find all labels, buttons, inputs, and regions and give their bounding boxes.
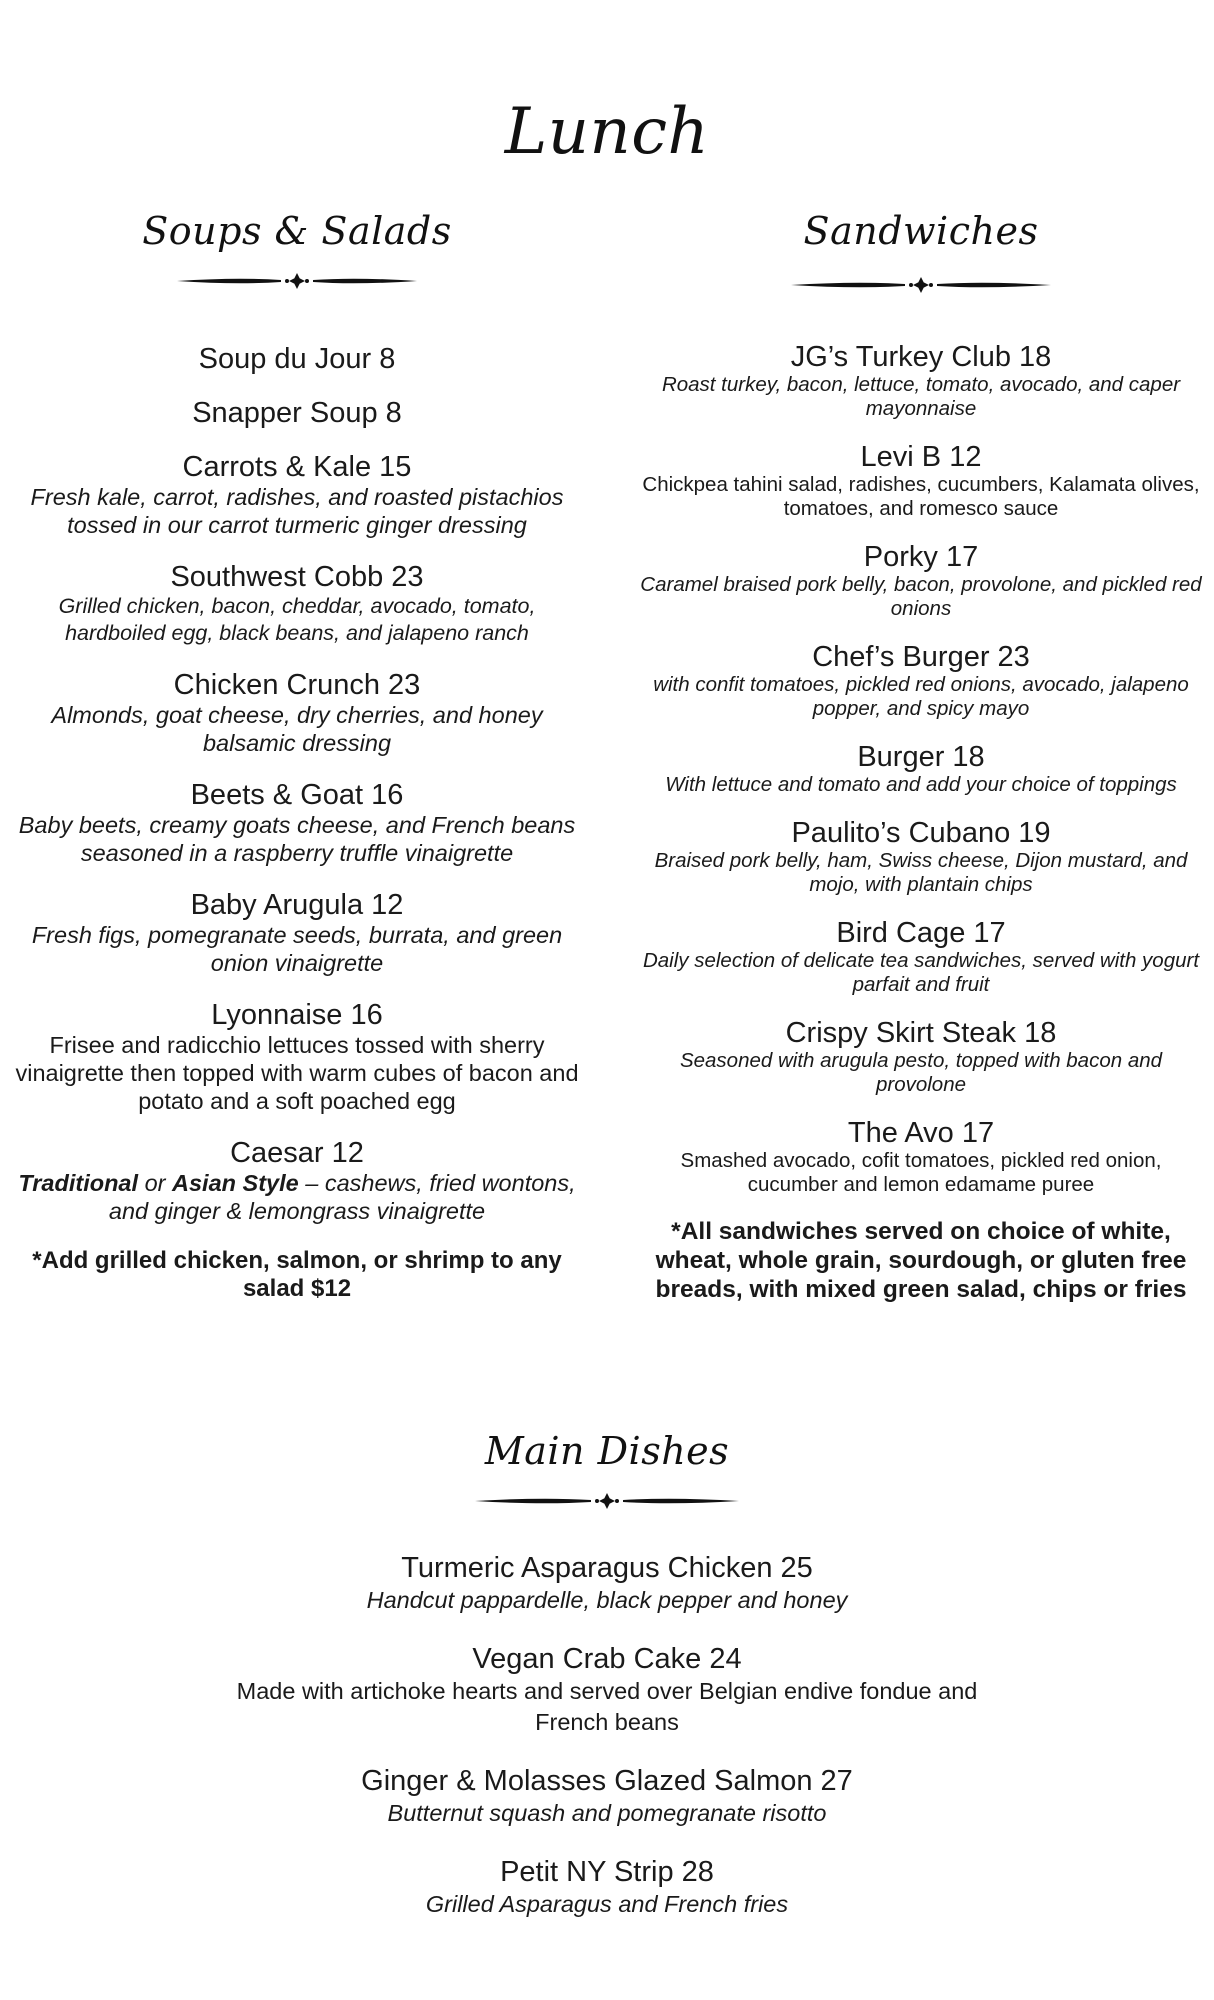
item-description: Grilled chicken, bacon, cheddar, avocado, tomato, hardboiled egg, black beans, and jalapeno ranch — [58, 594, 536, 645]
menu-item — [640, 1017, 1202, 1097]
item-description: Smashed avocado, cofit tomatoes, pickled red onion, cucumber and lemon edamame puree — [680, 1149, 1162, 1196]
item-name: Beets & Goat 16 — [190, 779, 404, 811]
menu-item — [12, 779, 582, 867]
item-description: Seasoned with arugula pesto, topped with bacon and provolone — [679, 1049, 1163, 1096]
item-name: Chef’s Burger 23 — [812, 641, 1030, 673]
item-name: Chicken Crunch 23 — [173, 669, 421, 701]
menu-item — [640, 917, 1202, 997]
soups-salads-section — [12, 205, 582, 1303]
ornament-divider-icon — [177, 271, 417, 291]
menu-item — [640, 741, 1202, 797]
item-name: Levi B 12 — [860, 441, 982, 473]
menu-item — [0, 1642, 1214, 1738]
ornament-divider-icon — [475, 1491, 739, 1511]
menu-item — [640, 441, 1202, 521]
item-name: Southwest Cobb 23 — [170, 561, 424, 593]
item-name: Burger 18 — [857, 741, 985, 773]
item-name: Caesar 12 — [230, 1137, 364, 1169]
menu-item — [12, 451, 582, 539]
menu-item — [12, 669, 582, 757]
item-name: Crispy Skirt Steak 18 — [785, 1017, 1057, 1049]
item-description: Caramel braised pork belly, bacon, provolone, and pickled red onions — [640, 573, 1202, 620]
item-name: Vegan Crab Cake 24 — [472, 1643, 742, 1675]
item-description: Almonds, goat cheese, dry cherries, and honey balsamic dressing — [51, 702, 543, 756]
item-description: Daily selection of delicate tea sandwiches, served with yogurt parfait and fruit — [642, 949, 1200, 996]
menu-item — [12, 561, 582, 647]
caesar-desc-rest: – cashews, fried wontons, and ginger & lemongrass vinaigrette — [108, 1170, 576, 1224]
item-name: Paulito’s Cubano 19 — [791, 817, 1051, 849]
item-description: Fresh figs, pomegranate seeds, burrata, and green onion vinaigrette — [31, 922, 563, 976]
main-dishes-section — [0, 1425, 1214, 1946]
salad-addon-note: *Add grilled chicken, salmon, or shrimp to any salad $12 — [32, 1247, 562, 1302]
caesar-option-traditional: Traditional — [18, 1170, 139, 1196]
menu-item — [12, 343, 582, 375]
section-heading: Main Dishes — [484, 1429, 730, 1473]
item-name: Petit NY Strip 28 — [500, 1856, 714, 1888]
item-name: Carrots & Kale 15 — [182, 451, 412, 483]
item-name: Snapper Soup 8 — [192, 397, 402, 429]
menu-item — [12, 397, 582, 429]
item-description: Baby beets, creamy goats cheese, and French beans seasoned in a raspberry truffle vinaigrette — [18, 812, 576, 866]
item-description: With lettuce and tomato and add your choice of toppings — [665, 773, 1177, 796]
sandwich-bread-note: *All sandwiches served on choice of white, wheat, whole grain, sourdough, or gluten free breads, with mixed green salad, chips or fries — [655, 1218, 1187, 1303]
item-name: Porky 17 — [863, 541, 979, 573]
sandwiches-section — [640, 205, 1202, 1304]
menu-item — [0, 1855, 1214, 1920]
menu-item — [0, 1764, 1214, 1829]
item-description: Frisee and radicchio lettuces tossed with sherry vinaigrette then topped with warm cubes of bacon and potato and a soft poached egg — [15, 1032, 579, 1114]
menu-item — [640, 341, 1202, 421]
item-description: Made with artichoke hearts and served over Belgian endive fondue and French beans — [236, 1678, 978, 1735]
caesar-or: or — [138, 1170, 173, 1196]
item-name: Baby Arugula 12 — [190, 889, 404, 921]
menu-item — [0, 1551, 1214, 1616]
section-heading: Soups & Salads — [142, 209, 452, 253]
menu-item — [12, 1137, 582, 1225]
item-description: Chickpea tahini salad, radishes, cucumbers, Kalamata olives, tomatoes, and romesco sauce — [642, 473, 1200, 520]
ornament-divider-icon — [791, 275, 1051, 295]
item-name: Bird Cage 17 — [836, 917, 1006, 949]
item-description: Grilled Asparagus and French fries — [425, 1891, 789, 1917]
item-description: Butternut squash and pomegranate risotto — [387, 1800, 827, 1826]
menu-item — [12, 999, 582, 1115]
item-name: JG’s Turkey Club 18 — [790, 341, 1052, 373]
item-description: Roast turkey, bacon, lettuce, tomato, avocado, and caper mayonnaise — [661, 373, 1181, 420]
item-name: Lyonnaise 16 — [211, 999, 383, 1031]
item-description: Braised pork belly, ham, Swiss cheese, Dijon mustard, and mojo, with plantain chips — [654, 849, 1188, 896]
item-description: with confit tomatoes, pickled red onions, avocado, jalapeno popper, and spicy mayo — [653, 673, 1189, 720]
menu-item — [640, 641, 1202, 721]
item-description: Fresh kale, carrot, radishes, and roasted pistachios tossed in our carrot turmeric ginger dressing — [30, 484, 564, 538]
menu-title: Lunch — [504, 95, 710, 169]
item-name: The Avo 17 — [847, 1117, 995, 1149]
item-description: Handcut pappardelle, black pepper and honey — [366, 1587, 848, 1613]
item-name: Turmeric Asparagus Chicken 25 — [401, 1552, 813, 1584]
section-heading: Sandwiches — [803, 209, 1039, 253]
menu-item — [12, 889, 582, 977]
item-description — [12, 1169, 582, 1225]
menu-item — [640, 541, 1202, 621]
item-name: Ginger & Molasses Glazed Salmon 27 — [361, 1765, 853, 1797]
caesar-option-asian: Asian Style — [172, 1170, 299, 1196]
item-name: Soup du Jour 8 — [198, 343, 396, 375]
menu-item — [640, 817, 1202, 897]
menu-item — [640, 1117, 1202, 1197]
